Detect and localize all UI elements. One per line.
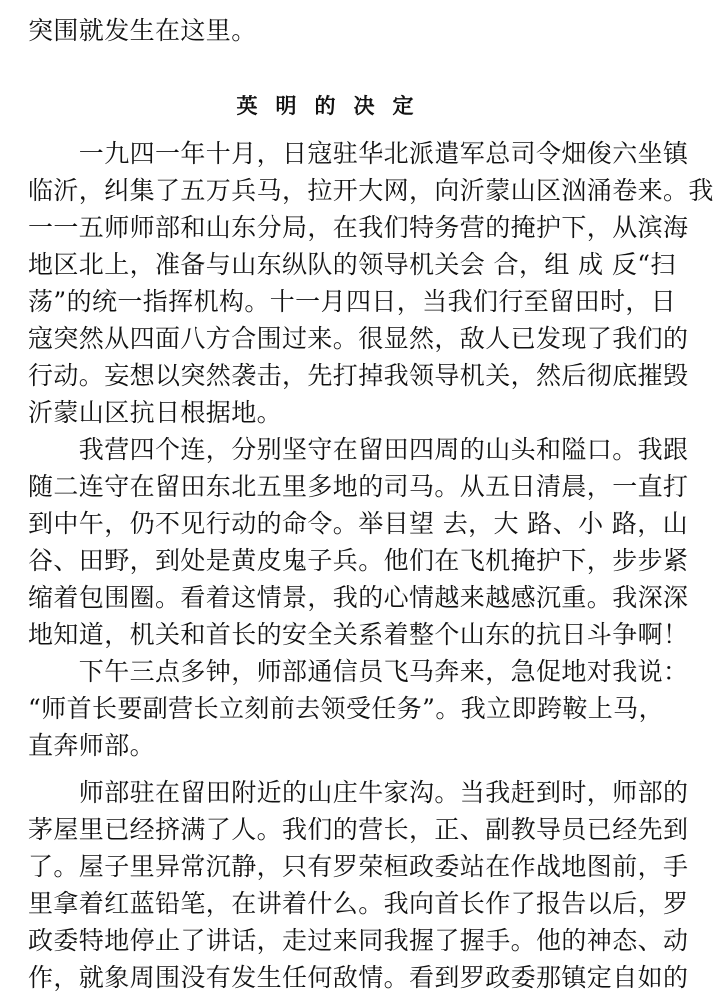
text-line: 师部驻在留田附近的山庄牛家沟。当我赶到时，师部的: [28, 778, 689, 807]
text-line: 一一五师师部和山东分局，在我们特务营的掩护下，从滨海: [28, 213, 689, 242]
text-line: 缩着包围圈。看着这情景，我的心情越来越感沉重。我深深: [28, 583, 689, 612]
text-line: 了。屋子里异常沉静，只有罗荣桓政委站在作战地图前，手: [28, 852, 689, 881]
text-line: 里拿着红蓝铅笔，在讲着什么。我向首长作了报告以后，罗: [28, 889, 689, 918]
text-line: 到中午，仍不见行动的命令。举目望 去，大 路、小 路，山: [28, 509, 689, 538]
text-line: 直奔师部。: [28, 731, 156, 760]
text-line: 地区北上，准备与山东纵队的领导机关会 合，组 成 反“扫: [28, 250, 676, 279]
section-title: 英明的决定: [236, 93, 432, 118]
text-line: 谷、田野，到处是黄皮鬼子兵。他们在飞机掩护下，步步紧: [28, 546, 689, 575]
text-line: 我营四个连，分别坚守在留田四周的山头和隘口。我跟: [28, 435, 689, 464]
text-line: 政委特地停止了讲话，走过来同我握了握手。他的神态、动: [28, 926, 689, 955]
text-line: 荡”的统一指挥机构。十一月四日，当我们行至留田时，日: [28, 287, 677, 316]
text-line: 一九四一年十月，日寇驻华北派遣军总司令畑俊六坐镇: [28, 139, 689, 168]
text-line: 沂蒙山区抗日根据地。: [28, 398, 283, 427]
text-line: 地知道，机关和首长的安全关系着整个山东的抗日斗争啊！: [28, 620, 689, 649]
text-line: 临沂，纠集了五万兵马，拉开大网，向沂蒙山区汹涌卷来。我: [28, 176, 714, 205]
text-line: 行动。妄想以突然袭击，先打掉我领导机关，然后彻底摧毁: [28, 361, 689, 390]
text-line: 茅屋里已经挤满了人。我们的营长，正、副教导员已经先到: [28, 815, 689, 844]
text-line: 寇突然从四面八方合围过来。很显然，敌人已发现了我们的: [28, 324, 689, 353]
text-line: “师首长要副营长立刻前去领受任务”。我立即跨鞍上马，: [28, 694, 664, 723]
text-line: 随二连守在留田东北五里多地的司马。从五日清晨，一直打: [28, 472, 689, 501]
text-line: 下午三点多钟，师部通信员飞马奔来，急促地对我说：: [28, 657, 689, 686]
text-line: 突围就发生在这里。: [28, 16, 257, 45]
text-line: 作，就象周围没有发生任何敌情。看到罗政委那镇定自如的: [28, 963, 689, 992]
